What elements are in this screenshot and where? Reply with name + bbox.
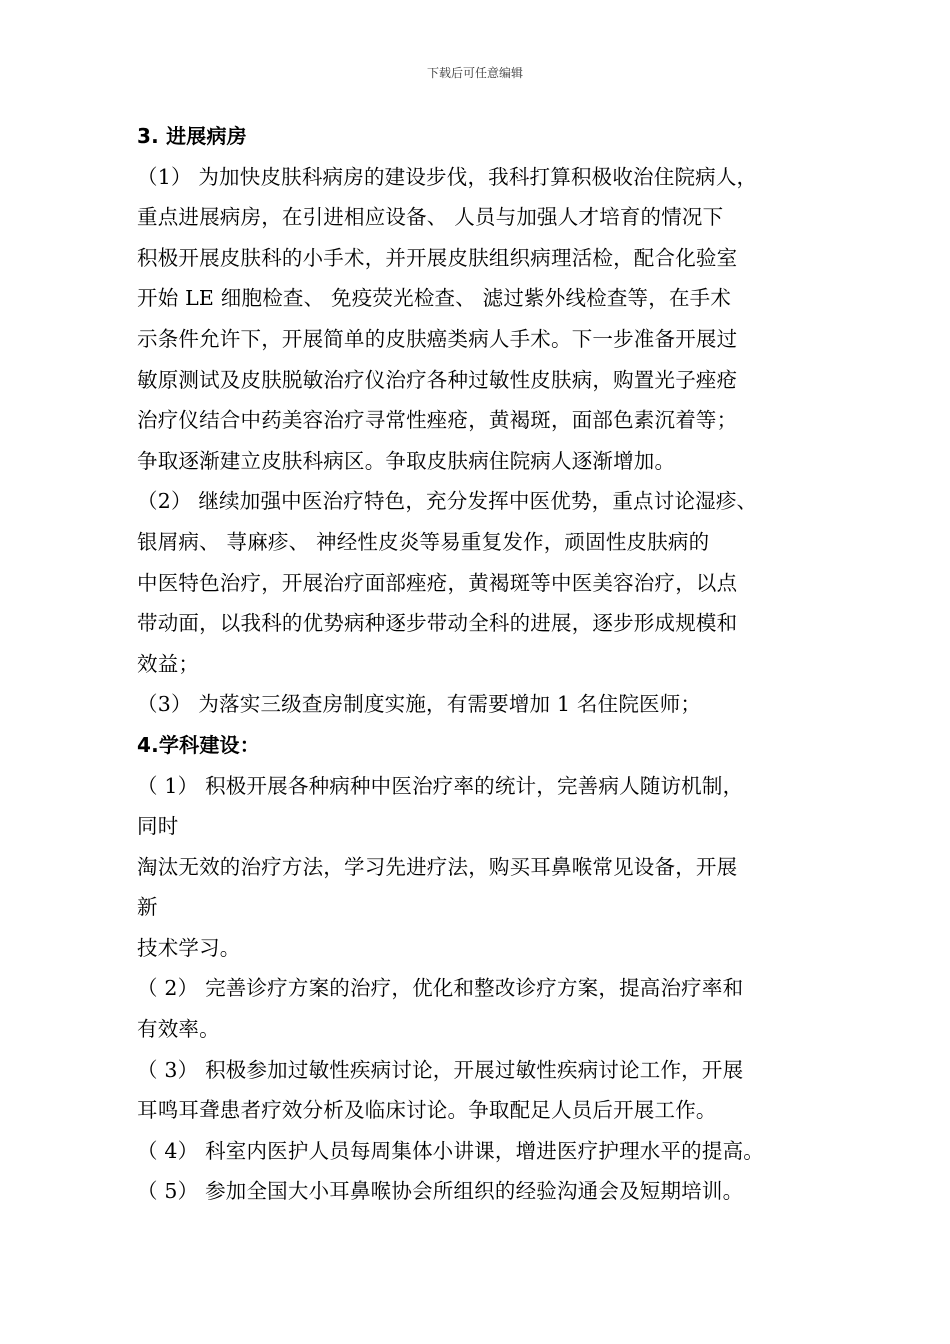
paragraph-line: （ 4） 科室内医护人员每周集体小讲课，增进医疗护理水平的提高。 [137, 1138, 764, 1163]
paragraph-line: 有效率。 [137, 1017, 220, 1042]
paragraph-line: （ 1） 积极开展各种病种中医治疗率的统计，完善病人随访机制， [137, 773, 744, 798]
paragraph-line: 同时 [137, 814, 179, 839]
paragraph-line: 技术学习。 [137, 935, 241, 960]
paragraph-line: 银屑病、 荨麻疹、 神经性皮炎等易重复发作，顽固性皮肤病的 [137, 529, 710, 554]
paragraph-line: （ 3） 积极参加过敏性疾病讨论，开展过敏性疾病讨论工作，开展 [137, 1057, 744, 1082]
paragraph-line: 重点进展病房，在引进相应设备、 人员与加强人才培育的情况下 [137, 205, 724, 230]
paragraph-line: 积极开展皮肤科的小手术，并开展皮肤组织病理活检，配合化验室 [137, 245, 738, 270]
paragraph-line: 争取逐渐建立皮肤科病区。争取皮肤病住院病人逐渐增加。 [137, 448, 676, 473]
paragraph-line: 中医特色治疗，开展治疗面部痤疮，黄褐斑等中医美容治疗，以点 [137, 570, 738, 595]
paragraph-line: （ 2） 完善诊疗方案的治疗，优化和整改诊疗方案，提高治疗率和 [137, 976, 744, 1001]
section-heading-ward: 3. 进展病房 [137, 124, 247, 148]
paragraph-line: 治疗仪结合中药美容治疗寻常性痤疮，黄褐斑，面部色素沉着等； [137, 408, 738, 433]
paragraph-line: （1） 为加快皮肤科病房的建设步伐，我科打算积极收治住院病人， [137, 164, 758, 189]
paragraph-line: （3） 为落实三级查房制度实施，有需要增加 1 名住院医师； [137, 692, 702, 717]
paragraph-line: 开始 LE 细胞检查、 免疫荧光检查、 滤过紫外线检查等，在手术 [137, 286, 732, 311]
page-header: 下载后可任意编辑 [426, 66, 523, 80]
paragraph-line: 耳鸣耳聋患者疗效分析及临床讨论。争取配足人员后开展工作。 [137, 1098, 717, 1123]
paragraph-line: 效益； [137, 651, 200, 676]
paragraph-line: 新 [137, 895, 158, 920]
paragraph-line: 示条件允许下，开展简单的皮肤癌类病人手术。下一步准备开展过 [137, 326, 738, 351]
section-heading-discipline: 4.学科建设： [137, 732, 260, 757]
paragraph-line: 淘汰无效的治疗方法，学习先进疗法，购买耳鼻喉常见设备，开展 [137, 854, 738, 879]
document-body [137, 116, 827, 1212]
paragraph-line: 带动面，以我科的优势病种逐步带动全科的进展，逐步形成规模和 [137, 611, 738, 636]
paragraph-line: （2） 继续加强中医治疗特色，充分发挥中医优势，重点讨论湿疹、 [137, 489, 758, 514]
paragraph-line: 敏原测试及皮肤脱敏治疗仪治疗各种过敏性皮肤病，购置光子痤疮 [137, 367, 738, 392]
paragraph-line: （ 5） 参加全国大小耳鼻喉协会所组织的经验沟通会及短期培训。 [137, 1179, 744, 1204]
